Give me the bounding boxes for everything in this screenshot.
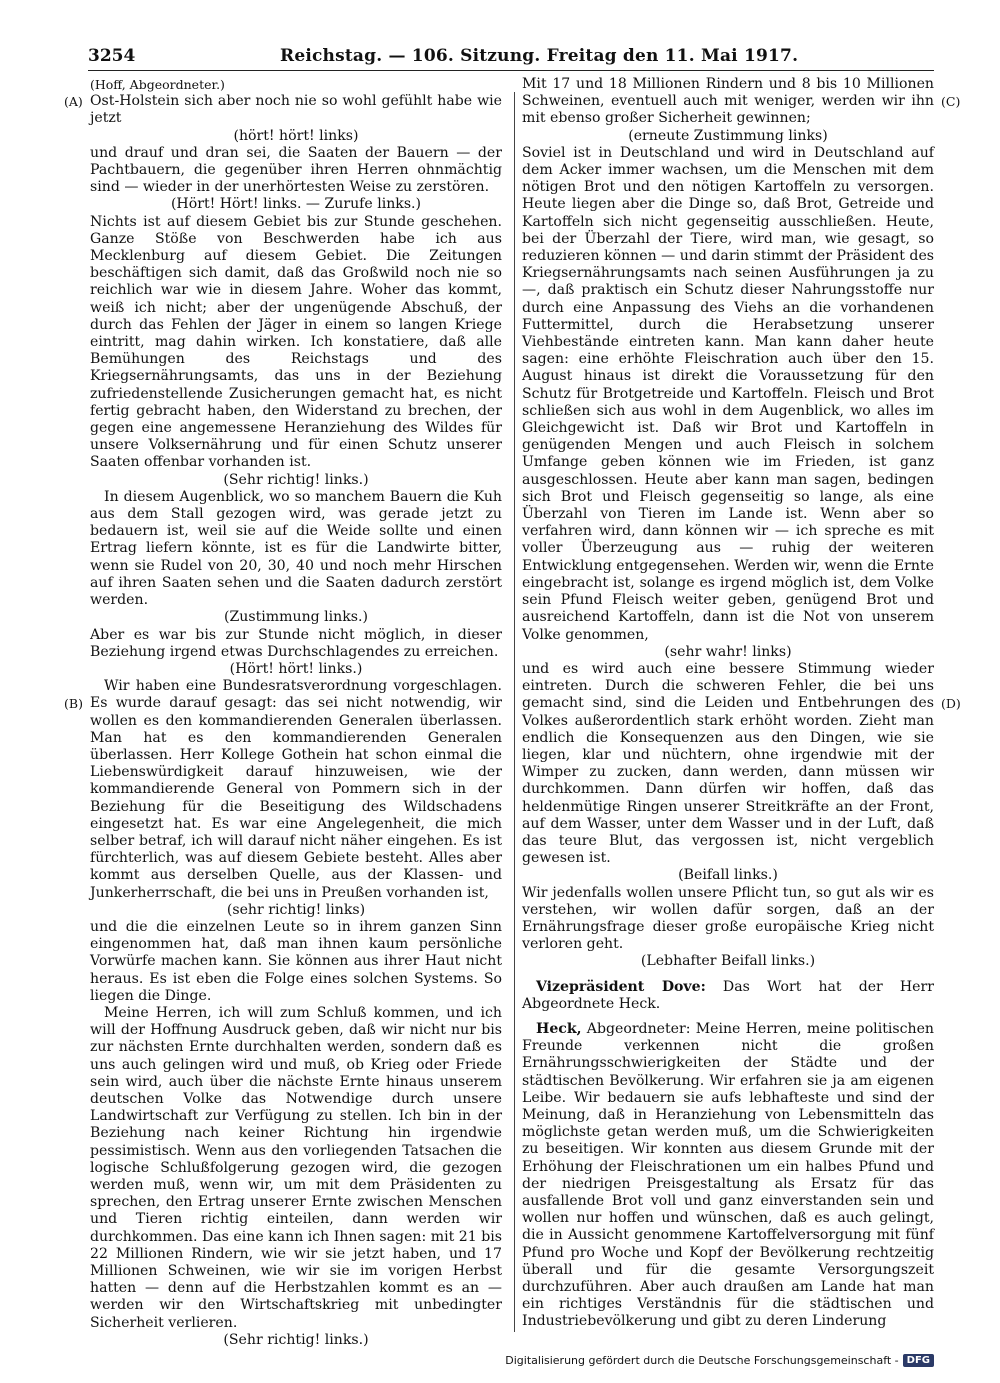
- interjection: (Hört! Hört! links. — Zurufe links.): [170, 196, 422, 213]
- speaker-paragraph: [522, 979, 934, 1013]
- page-header: [88, 46, 934, 70]
- speaker-paragraph: [522, 1021, 934, 1331]
- interjection: (hört! hört! links): [233, 127, 359, 144]
- paragraph: Wir haben eine Bundesratsverordnung vorgeschlagen. Es wurde darauf gesagt: das sei nicht notwendig, wir wollen es den kommandierenden Generalen überlassen. Man hat es den kommandierenden Generalen überlassen. Herr Kollege Gothein hat schon einmal die Liebenswürdigkeit darauf hinzuweisen, wie der kommandierende General von Pommern sich in der Beziehung für die Beseitigung des Wildschadens eingesetzt hat. Es war eine Angelegenheit, die mich selber betraf, ich will darauf nicht näher eingehen. Es ist fürchterlich, was auf diesem Gebiete besteht. Alles aber kommt aus derselben Quelle, aus der Klassen- und Junkerherrschaft, die bei uns in Preußen vorhanden ist,: [90, 678, 502, 901]
- paragraph: und drauf und dran sei, die Saaten der Bauern — der Pachtbauern, die gegenüber ihren Herren ohnmächtig sind — wieder in der unerhörtesten Weise zu zerstören.: [90, 144, 502, 196]
- footer-text: Digitalisierung gefördert durch die Deutsche Forschungsgemeinschaft -: [505, 1354, 899, 1367]
- paragraph: und es wird auch eine bessere Stimmung wieder eintreten. Durch die schweren Fehler, die bei uns gemacht sind, sind die Leiden und Entbehrungen des Volkes außerordentlich stark erhöht worden. Zieht man endlich die Konsequenzen aus den Dingen, wie sie liegen, klar und nüchtern, ohne irgendwie mit der Wimper zu zucken, dann werden, dann müssen wir durchkommen. Dann dürfen wir hoffen, daß das heldenmütige Ringen unserer Streitkräfte an der Front, auf dem Wasser, unter dem Wasser und in der Luft, daß das teure Blut, das vergossen ist, nicht vergeblich gewesen ist.: [522, 660, 934, 867]
- interjection: (Lebhafter Beifall links.): [640, 953, 816, 970]
- left-column: [90, 76, 502, 1349]
- paragraph: Mit 17 und 18 Millionen Rindern und 8 bis 10 Millionen Schweinen, eventuell auch mit weniger, werden wir ihn mit ebenso großer Sicherheit gewinnen;: [522, 76, 934, 127]
- interjection: (Sehr richtig! links.): [223, 471, 369, 488]
- paragraph: Meine Herren, ich will zum Schluß kommen, und ich will der Hoffnung Ausdruck geben, daß wir nicht nur bis zur nächsten Ernte durchhalten werden, sondern daß es uns auch gelingen wird und muß, ob Krieg oder Friede sein wird, auch über die nächste Ernte hinaus unserem deutschen Volke das Notwendige durch unsere Landwirtschaft zur Verfügung zu stellen. Ich bin in der Beziehung nach keiner Richtung hin irgendwie pessimistisch. Wenn aus den vorliegenden Tatsachen die logische Schlußfolgerung gezogen wird, die gezogen werden muß, wenn wir, um mit dem Präsidenten zu sprechen, den Ertrag unserer Ernte zwischen Menschen und Tieren richtig einteilen, dann werden wir durchkommen. Das eine kann ich Ihnen sagen: mit 21 bis 22 Millionen Rindern, wie wir sie jetzt haben, und 17 Millionen Schweinen, wie wir sie im vorigen Herbst hatten — denn auf die Herbstzahlen kommt es an — werden wir den Wirtschaftskrieg mit unbedingter Sicherheit verlieren.: [90, 1004, 502, 1331]
- interjection: (Sehr richtig! links.): [223, 1331, 369, 1348]
- paragraph: Ost-Holstein sich aber noch nie so wohl gefühlt habe wie jetzt: [90, 93, 502, 127]
- interjection: (Beifall links.): [678, 867, 778, 884]
- paragraph: und die die einzelnen Leute so in ihrem ganzen Sinn eingenommen hat, daß man ihnen kaum persönliche Vorwürfe machen kann. Sie können aus ihrer Haut nicht heraus. Es ist eben die Folge eines solchen Systems. So liegen die Dinge.: [90, 918, 502, 1004]
- speech-text: Abgeordneter: Meine Herren, meine politischen Freunde verkennen nicht die großen Ernährungsschwierigkeiten der Städte und der städtischen Bevölkerung. Wir erfahren sie ja am eigenen Leibe. Wir bedauern sie aufs lebhafteste und sind der Meinung, daß in Heranziehung von Lebensmitteln das möglichste getan werden muß, um die Schwierigkeiten zu beseitigen. Wir konnten aus diesem Grunde mit der Erhöhung der Fleischrationen um ein halbes Pfund und der niedrigen Preisgestaltung als Ersatz für das ausfallende Brot voll und ganz einverstanden sein und wollen nur hoffen und wünschen, daß es auch gelingt, die in Aussicht genommene Kartoffelversorgung mit fünf Pfund pro Woche und Kopf der Bevölkerung rechtzeitig überall und für die gesamte Versorgungszeit durchzuführen. Aber auch draußen am Lande hat man ein richtiges Verständnis für die städtischen und Industriebevölkerung und gibt zu deren Linderung: [522, 1020, 934, 1330]
- margin-marker-b: (B): [64, 696, 83, 711]
- interjection: (Hört! hört! links.): [229, 660, 363, 677]
- header-rule: [88, 70, 934, 71]
- interjection: (erneute Zustimmung links): [628, 127, 828, 144]
- speaker-name: Vizepräsident Dove:: [536, 978, 706, 995]
- page-number: 3254: [88, 46, 136, 66]
- column-divider: [514, 92, 515, 1332]
- paragraph: In diesem Augenblick, wo so manchem Bauern die Kuh aus dem Stall gezogen wird, was gerade jetzt zu bedauern ist, weil sie auf die Weide sollte und einen Ertrag liefern könnte, ist es für die Landwirte bitter, wenn sie Rudel von 20, 30, 40 und noch mehr Hirschen auf ihren Saaten sehen und die Saaten dadurch zerstört werden.: [90, 488, 502, 609]
- page-title: Reichstag. — 106. Sitzung. Freitag den 11. Mai 1917.: [280, 46, 799, 66]
- paragraph: Aber es war bis zur Stunde nicht möglich, in dieser Beziehung irgend etwas Durchschlagendes zu erreichen.: [90, 626, 502, 660]
- margin-marker-a: (A): [64, 94, 83, 109]
- speech-text: Das Wort hat der Herr Abgeordnete Heck.: [522, 978, 934, 1012]
- interjection: (sehr wahr! links): [664, 643, 792, 660]
- dfg-logo: DFG: [903, 1354, 934, 1367]
- interjection: (Zustimmung links.): [224, 609, 368, 626]
- paragraph: Nichts ist auf diesem Gebiet bis zur Stunde geschehen. Ganze Stöße von Beschwerden habe ich aus Mecklenburg auf diesem Gebiet. Die Zeitungen beschäftigen sich damit, daß das Großwild noch nie so reichlich war wie in diesem Jahre. Woher das kommt, weiß ich nicht; aber der ungenügende Abschuß, der durch das Fehlen der Jäger in einem so langen Kriege eintritt, mag dahin wirken. Ich konstatiere, daß alle Bemühungen des Reichstags und des Kriegsernährungsamts, das uns in der Beziehung zufriedenstellende Zusicherungen gemacht hat, es nicht fertig gebracht haben, den Widerstand zu brechen, der gegen eine angemessene Heranziehung des Wildes für unsere Volksernährung und für einen Schutz unserer Saaten offenbar vorhanden ist.: [90, 213, 502, 471]
- right-column: [522, 76, 934, 1331]
- interjection: (sehr richtig! links): [226, 901, 366, 918]
- speaker-name: Heck,: [536, 1020, 582, 1037]
- margin-marker-d: (D): [941, 696, 961, 711]
- paragraph: Wir jedenfalls wollen unsere Pflicht tun, so gut als wir es verstehen, wir wollen dafür sorgen, daß an der Ernährungsfrage dieser große europäische Krieg nicht verloren geht.: [522, 884, 934, 953]
- margin-marker-c: (C): [941, 94, 961, 109]
- speaker-continuation-note: (Hoff, Abgeordneter.): [90, 77, 225, 92]
- footer: [505, 1354, 934, 1367]
- paragraph: Soviel ist in Deutschland und wird in Deutschland auf dem Acker immer wachsen, um die Menschen mit dem nötigen Brot und den nötigen Kartoffeln zu versorgen. Heute liegen aber die Dinge so, daß Brot, Getreide und Kartoffeln sich nicht gegenseitig ausschließen. Heute, bei der Überzahl der Tiere, wird man, wie gesagt, so reduzieren können — und darin stimmt der Präsident des Kriegsernährungsamts nach seinen Ausführungen ja zu —, daß praktisch ein Schutz dieser Nahrungsstoffe nur durch eine Anpassung des Viehs an die vorhandenen Futtermittel, durch die Herabsetzung unserer Viehbestände eintreten kann. Man kann daher heute sagen: eine erhöhte Fleischration auch über den 15. August hinaus ist direkt die Voraussetzung für den Schutz für Brotgetreide und Kartoffeln. Fleisch und Brot schließen sich aus wohl in dem Augenblick, wo alles im Gleichgewicht ist. Daß wir Brot und Kartoffeln in genügenden Mengen und auch Fleisch in solchem Umfange geben können wie im Frieden, ist ganz ausgeschlossen. Heute aber kann man sagen, bedingen sich Brot und Fleisch gegenseitig so lange, als eine Überzahl von Tieren im Lande ist. Wenn aber so verfahren wird, dann können wir — ich spreche es mit voller Überzeugung aus — ruhig der weiteren Entwicklung entgegensehen. Werden wir, wenn die Ernte eingebracht ist, solange es irgend möglich ist, dem Volke sein Pfund Fleisch weiter geben, genügend Brot und ausreichend Kartoffeln, dann ist die Not von unserem Volke genommen,: [522, 144, 935, 643]
